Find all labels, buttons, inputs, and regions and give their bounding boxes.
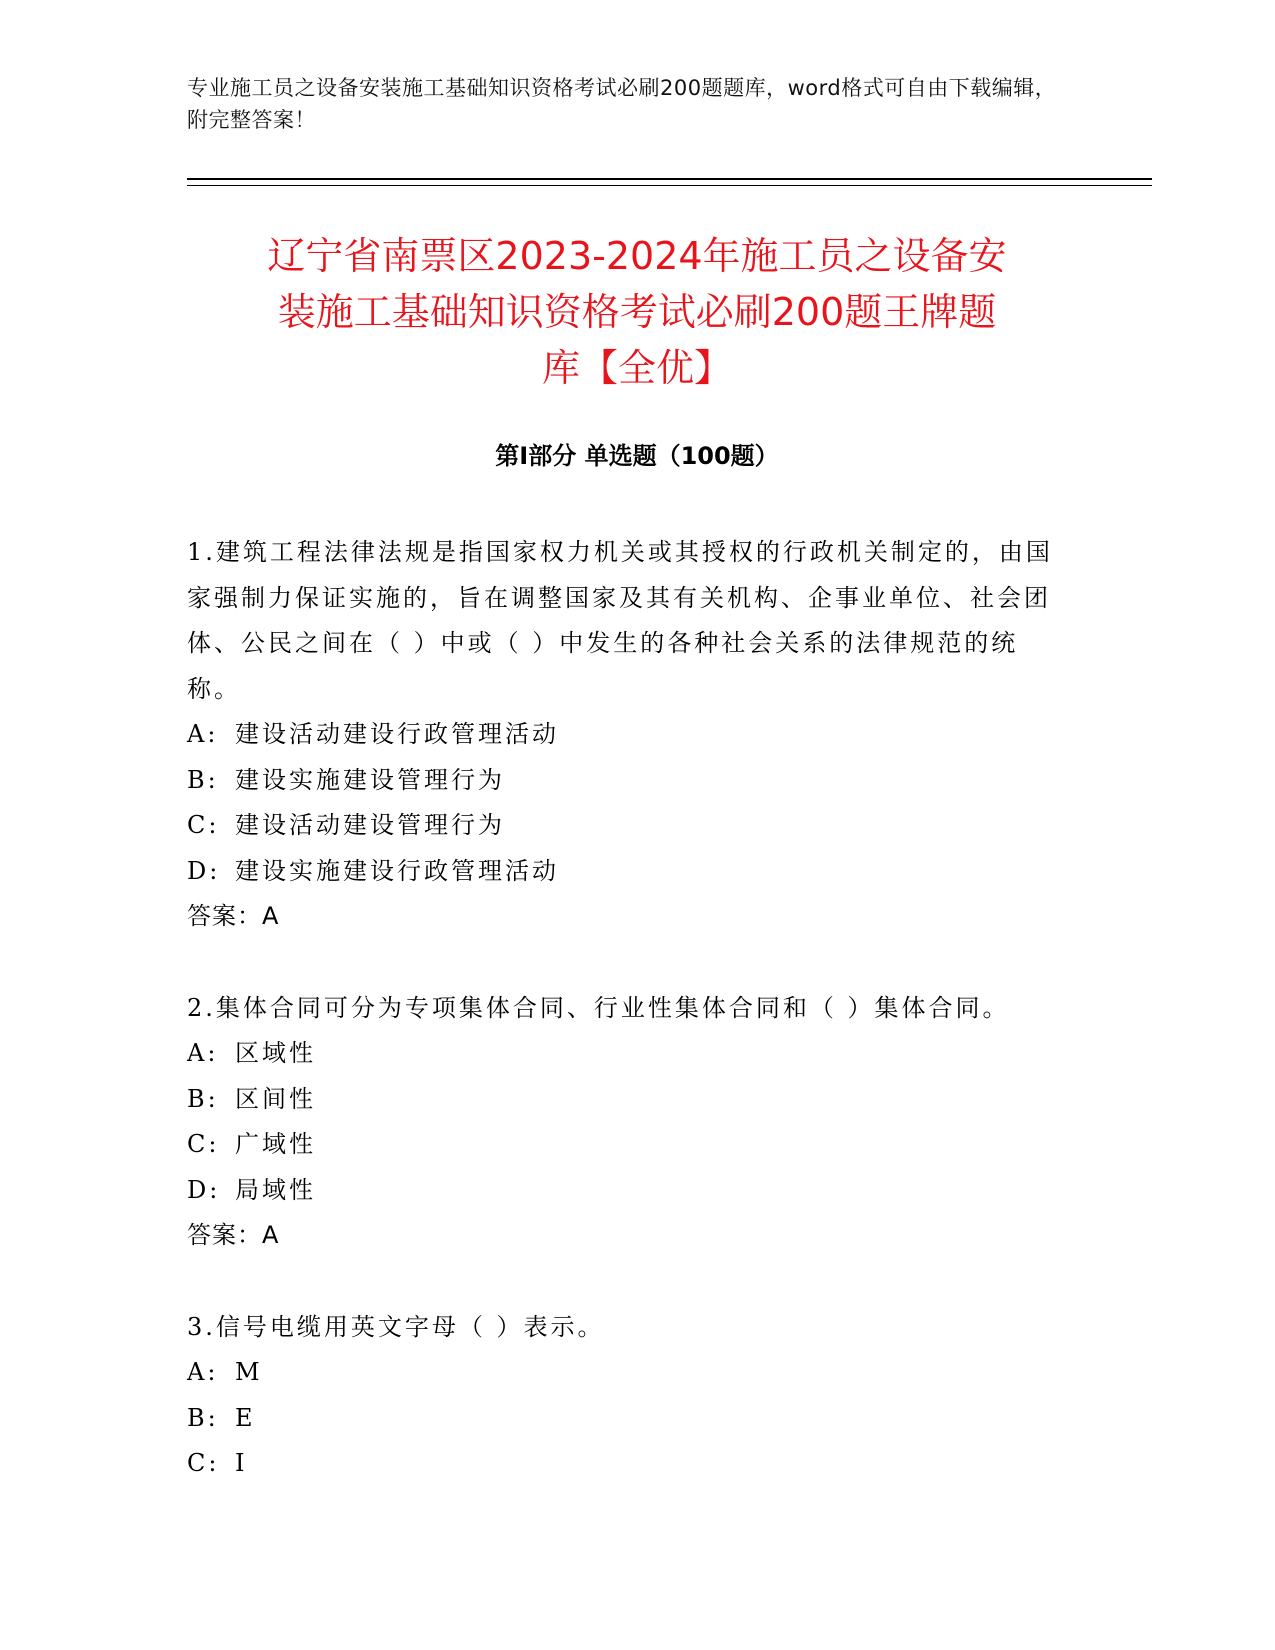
option-text: 局域性: [235, 1175, 316, 1204]
header-divider-thick: [187, 178, 1152, 180]
option-d: [187, 849, 1067, 895]
option-text: 建设活动建设管理行为: [235, 811, 505, 839]
section-heading: 第Ⅰ部分 单选题（100题）: [495, 442, 779, 470]
option-c: [187, 1122, 1067, 1168]
option-letter: C:: [187, 1130, 220, 1158]
option-letter: A:: [187, 1358, 219, 1386]
question-item: [187, 986, 1067, 1259]
option-text: 区间性: [235, 1084, 316, 1113]
question-item: [187, 1305, 1067, 1487]
option-text: E: [235, 1403, 256, 1432]
question-stem: 3.信号电缆用英文字母（ ）表示。: [187, 1312, 605, 1341]
document-title: [187, 228, 1087, 396]
option-text: 区域性: [235, 1039, 316, 1067]
question-item: [187, 530, 1067, 940]
option-text: 建设活动建设行政管理活动: [235, 720, 559, 748]
option-letter: C:: [187, 1449, 220, 1477]
option-a: [187, 712, 1067, 758]
option-d: [187, 1168, 1067, 1214]
option-a: [187, 1031, 1067, 1077]
option-letter: C:: [187, 811, 220, 839]
option-letter: D:: [187, 1175, 221, 1204]
option-letter: A:: [187, 1039, 219, 1067]
option-letter: B:: [187, 765, 219, 794]
option-text: 建设实施建设管理行为: [235, 765, 505, 794]
option-b: [187, 758, 1067, 804]
title-line: 辽宁省南票区2023-2024年施工员之设备安: [267, 234, 1007, 278]
option-text: I: [235, 1449, 248, 1477]
option-a: [187, 1350, 1067, 1396]
option-text: 建设实施建设行政管理活动: [235, 856, 559, 885]
question-stem: 2.集体合同可分为专项集体合同、行业性集体合同和（ ）集体合同。: [187, 993, 1010, 1022]
option-letter: D:: [187, 856, 221, 885]
option-letter: A:: [187, 720, 219, 748]
question-list: [187, 530, 1067, 1533]
option-letter: B:: [187, 1403, 219, 1432]
option-letter: B:: [187, 1084, 219, 1113]
title-line: 库【全优】: [541, 346, 732, 390]
answer-line: 答案：A: [187, 1221, 280, 1249]
option-b: [187, 1077, 1067, 1123]
option-text: 广域性: [235, 1130, 316, 1158]
title-line: 装施工基础知识资格考试必刷200题王牌题: [277, 290, 997, 334]
option-c: [187, 1441, 1067, 1487]
answer-line: 答案：A: [187, 902, 280, 930]
option-text: M: [235, 1358, 263, 1386]
option-c: [187, 803, 1067, 849]
header-divider-thin: [187, 185, 1152, 186]
header-note: 专业施工员之设备安装施工基础知识资格考试必刷200题题库，word格式可自由下载编辑，附完整答案！: [187, 76, 1057, 132]
option-b: [187, 1396, 1067, 1442]
question-stem: 1.建筑工程法律法规是指国家权力机关或其授权的行政机关制定的，由国家强制力保证实施的，旨在调整国家及其有关机构、企事业单位、社会团体、公民之间在（ ）中或（ ）中发生的各种社会关系的法律规范的统称。: [187, 538, 1053, 703]
